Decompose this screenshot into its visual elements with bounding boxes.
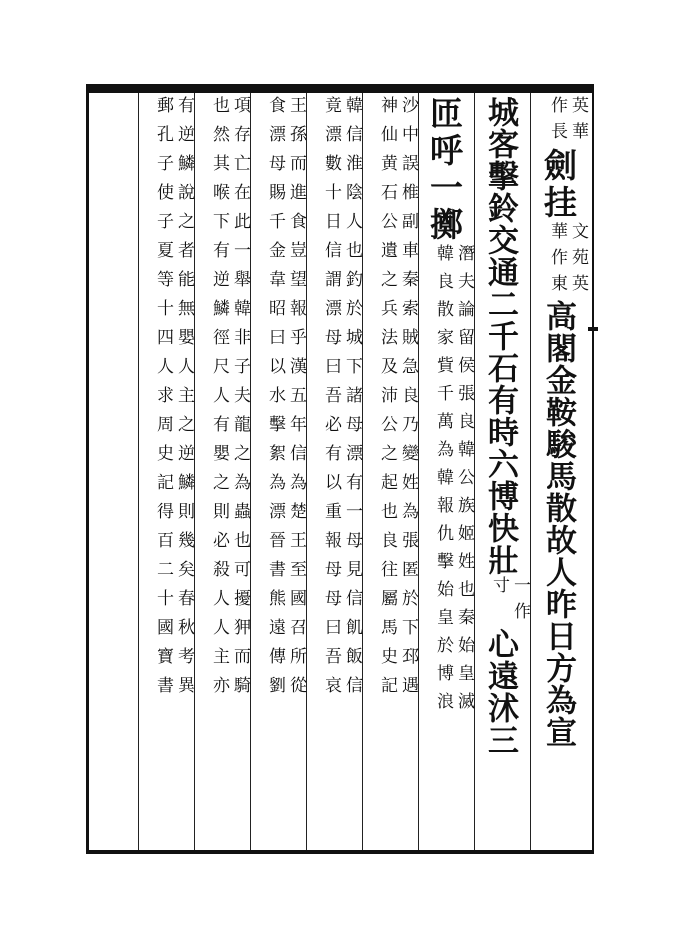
text-column-1 (536, 96, 588, 848)
main-text (536, 148, 588, 222)
main-text-run: 劍挂 (539, 148, 578, 222)
column-rule (250, 93, 251, 850)
text-column-8 (142, 96, 194, 848)
frame-left-border (86, 84, 89, 854)
column-rule (530, 93, 531, 850)
column-rule (474, 93, 475, 850)
frame-bottom-border (86, 850, 594, 854)
main-text-run: 高閣金鞍駿馬散故人昨日方為宣 (540, 300, 576, 748)
column-rule (306, 93, 307, 850)
annotation-line-right: 王孫而進食豈望報乎漢五年信為楚王至國召所從 (286, 96, 306, 705)
column-rule (194, 93, 195, 850)
annotation-pair (422, 244, 474, 720)
annotation-line-right: 項存亡在此一舉韓非子夫龍之為蟲也可擾狎而騎 (230, 96, 250, 705)
annotation-pair (198, 96, 250, 705)
annotation-line-right: 有逆鱗說之者能無嬰人主之逆鱗則幾矣春秋考異 (174, 96, 194, 705)
annotation-pair (536, 96, 588, 148)
annotation-line-left: 食漂母賜千金韋昭曰以水擊絮為漂晉書熊遠傳劉 (265, 96, 285, 705)
annotation-line-right: 英華 (568, 96, 588, 148)
text-column-7 (198, 96, 250, 848)
annotation-line-right: 潛夫論留侯張良韓公族姬姓也秦始皇滅 (454, 244, 474, 720)
frame-top-border (86, 84, 594, 93)
annotation-line-right: 一作 (510, 576, 530, 628)
annotation-pair (366, 96, 418, 705)
column-rule (138, 93, 139, 850)
annotation-line-left: 也然其喉下有逆鱗徑尺人有嬰之則必殺人人主亦 (209, 96, 229, 705)
annotation-pair (478, 576, 530, 628)
main-text-run: 心遠沭三 (482, 628, 518, 756)
annotation-line-left: 竟漂數十日信謂漂母曰吾必有以重報母母曰吾哀 (321, 96, 341, 705)
text-column-3 (422, 96, 474, 848)
annotation-line-left: 韓良散家貲千萬為韓報仇擊始皇於博浪 (433, 244, 453, 720)
annotation-pair (142, 96, 194, 705)
text-column-4 (366, 96, 418, 848)
annotation-line-left: 寸 (489, 576, 509, 602)
annotation-line-right: 韓信淮陰人也釣於城下諸母漂有一母見信飢飯信 (342, 96, 362, 705)
main-text (478, 96, 530, 576)
annotation-line-left: 華作東 (547, 222, 567, 300)
main-text (422, 96, 474, 244)
annotation-line-left: 作長 (547, 96, 567, 148)
annotation-line-left: 郵孔子使子夏等十四人求周史記得百二十國寶書 (153, 96, 173, 705)
main-text-run: 城客擊鈴交通二千石有時六博快壯 (482, 96, 518, 576)
column-rule (362, 93, 363, 850)
annotation-pair (310, 96, 362, 705)
annotation-pair (254, 96, 306, 705)
main-text (536, 300, 588, 748)
annotation-line-right: 沙中誤椎副車秦索賊急良乃變姓為張匿於下邳遇 (398, 96, 418, 705)
text-column-2 (478, 96, 530, 848)
annotation-pair (536, 222, 588, 300)
text-column-6 (254, 96, 306, 848)
main-text (478, 628, 530, 756)
fold-marker (588, 327, 598, 331)
text-column-5 (310, 96, 362, 848)
frame-right-border (592, 84, 594, 854)
annotation-line-left: 神仙黄石公遺之兵法及沛公之起也良往屬馬史記 (377, 96, 397, 705)
column-rule (418, 93, 419, 850)
annotation-line-right: 文苑英 (568, 222, 588, 300)
main-text-run: 匝呼一擲 (425, 96, 464, 244)
